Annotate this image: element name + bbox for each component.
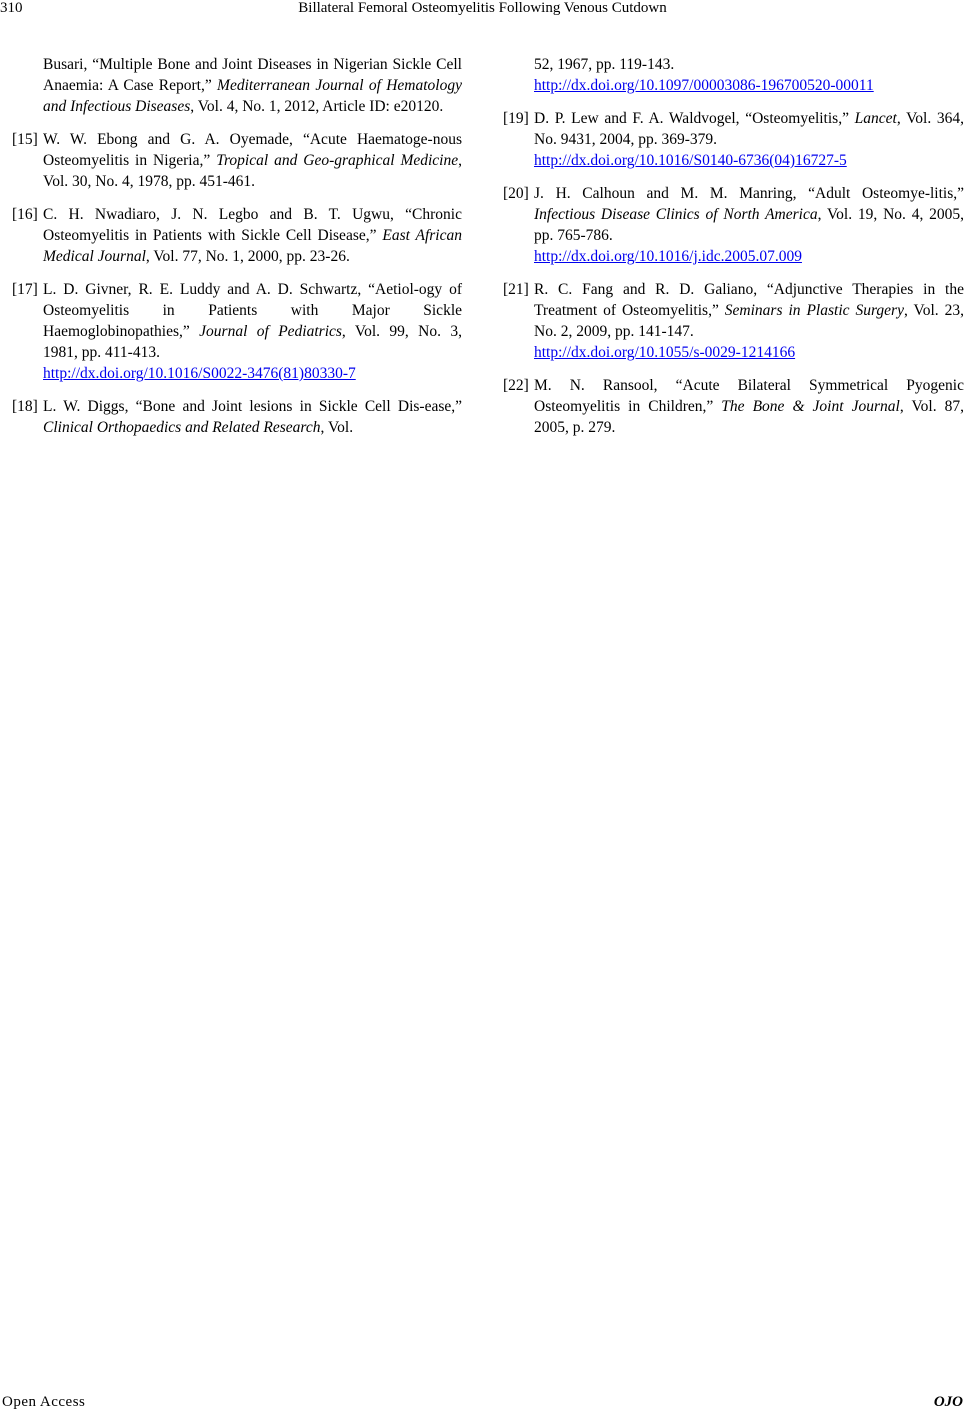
reference-continuation bbox=[12, 54, 462, 117]
citation-text: L. D. Givner, R. E. Luddy and A. D. Schwartz, “Aetiol-ogy of Osteomyelitis in Patients with Major Sickle Haemoglobinopathies,” bbox=[43, 281, 462, 340]
doi-link[interactable]: http://dx.doi.org/10.1016/S0140-6736(04)16727-5 bbox=[534, 152, 847, 169]
doi-link[interactable]: http://dx.doi.org/10.1055/s-0029-1214166 bbox=[534, 344, 796, 361]
journal-title: Clinical Orthopaedics and Related Research bbox=[43, 419, 321, 436]
journal-title: Journal of Pediatrics bbox=[199, 323, 342, 340]
open-access-label: Open Access bbox=[2, 1394, 86, 1410]
reference-entry bbox=[503, 183, 964, 267]
running-title: Billateral Femoral Osteomyelitis Following Venous Cutdown bbox=[298, 0, 667, 16]
journal-abbreviation: OJO bbox=[933, 1394, 963, 1410]
journal-title: The Bone & Joint Journal bbox=[721, 398, 900, 415]
citation-text: , Vol. 364, No. 9431, 2004, pp. 369-379. bbox=[534, 110, 964, 148]
journal-title: Infectious Disease Clinics of North America bbox=[534, 206, 818, 223]
citation-text: D. P. Lew and F. A. Waldvogel, “Osteomyelitis,” bbox=[534, 110, 855, 127]
citation-text: C. H. Nwadiaro, J. N. Legbo and B. T. Ugwu, “Chronic Osteomyelitis in Patients with Sickle Cell Disease,” bbox=[43, 206, 462, 244]
citation-text: J. H. Calhoun and M. M. Manring, “Adult Osteomye-litis,” bbox=[534, 185, 964, 202]
citation-text: 52, 1967, pp. 119-143. bbox=[534, 56, 675, 73]
reference-number: [15] bbox=[12, 131, 38, 148]
reference-body bbox=[43, 396, 462, 438]
page-number: 310 bbox=[0, 0, 23, 16]
reference-entry bbox=[503, 279, 964, 363]
citation-text: L. W. Diggs, “Bone and Joint lesions in Sickle Cell Dis-ease,” bbox=[43, 398, 462, 415]
journal-title: East African Medical Journal bbox=[43, 227, 462, 265]
reference-body bbox=[43, 129, 462, 192]
citation-text: , Vol. 99, No. 3, 1981, pp. 411-413. bbox=[43, 323, 462, 361]
citation-text: Busari, “Multiple Bone and Joint Diseases in Nigerian Sickle Cell Anaemia: A Case Report,” bbox=[43, 56, 462, 94]
reference-number: [20] bbox=[503, 185, 529, 202]
right-column bbox=[503, 54, 964, 450]
reference-entry bbox=[503, 108, 964, 171]
reference-continuation bbox=[503, 54, 964, 96]
reference-number: [19] bbox=[503, 110, 529, 127]
left-column bbox=[12, 54, 462, 450]
citation-text: , Vol. 77, No. 1, 2000, pp. 23-26. bbox=[145, 248, 350, 265]
citation-text: , Vol. bbox=[320, 419, 354, 436]
doi-link[interactable]: http://dx.doi.org/10.1097/00003086-196700520-00011 bbox=[534, 77, 874, 94]
citation-text: , Vol. 19, No. 4, 2005, pp. 765-786. bbox=[534, 206, 964, 244]
reference-entry bbox=[12, 204, 462, 267]
page-footer bbox=[0, 1394, 965, 1414]
reference-body bbox=[534, 279, 964, 363]
reference-number: [22] bbox=[503, 377, 529, 394]
citation-text: , Vol. 87, 2005, p. 279. bbox=[534, 398, 964, 436]
journal-title: Lancet bbox=[854, 110, 897, 127]
journal-title: Seminars in Plastic Surgery bbox=[724, 302, 904, 319]
reference-body bbox=[43, 279, 462, 384]
reference-number: [18] bbox=[12, 398, 38, 415]
citation-text: R. C. Fang and R. D. Galiano, “Adjunctive Therapies in the Treatment of Osteomyelitis,” bbox=[534, 281, 964, 319]
citation-text: , Vol. 4, No. 1, 2012, Article ID: e20120. bbox=[190, 98, 444, 115]
citation-text: M. N. Ransool, “Acute Bilateral Symmetrical Pyogenic Osteomyelitis in Children,” bbox=[534, 377, 964, 415]
page-header bbox=[0, 0, 965, 24]
reference-number: [17] bbox=[12, 281, 38, 298]
citation-text: , Vol. 23, No. 2, 2009, pp. 141-147. bbox=[534, 302, 964, 340]
reference-body bbox=[534, 183, 964, 267]
reference-body bbox=[43, 204, 462, 267]
reference-body bbox=[534, 108, 964, 171]
reference-body bbox=[534, 375, 964, 438]
reference-entry bbox=[12, 129, 462, 192]
journal-title: Mediterranean Journal of Hematology and Infectious Diseases bbox=[43, 77, 462, 115]
reference-entry bbox=[503, 375, 964, 438]
doi-link[interactable]: http://dx.doi.org/10.1016/S0022-3476(81)80330-7 bbox=[43, 365, 356, 382]
reference-number: [16] bbox=[12, 206, 38, 223]
journal-title: Tropical and Geo-graphical Medicine bbox=[216, 152, 459, 169]
reference-number: [21] bbox=[503, 281, 529, 298]
citation-text: , Vol. 30, No. 4, 1978, pp. 451-461. bbox=[43, 152, 462, 190]
reference-entry bbox=[12, 396, 462, 438]
citation-text: W. W. Ebong and G. A. Oyemade, “Acute Haematoge-nous Osteomyelitis in Nigeria,” bbox=[43, 131, 462, 169]
doi-link[interactable]: http://dx.doi.org/10.1016/j.idc.2005.07.009 bbox=[534, 248, 802, 265]
reference-entry bbox=[12, 279, 462, 384]
